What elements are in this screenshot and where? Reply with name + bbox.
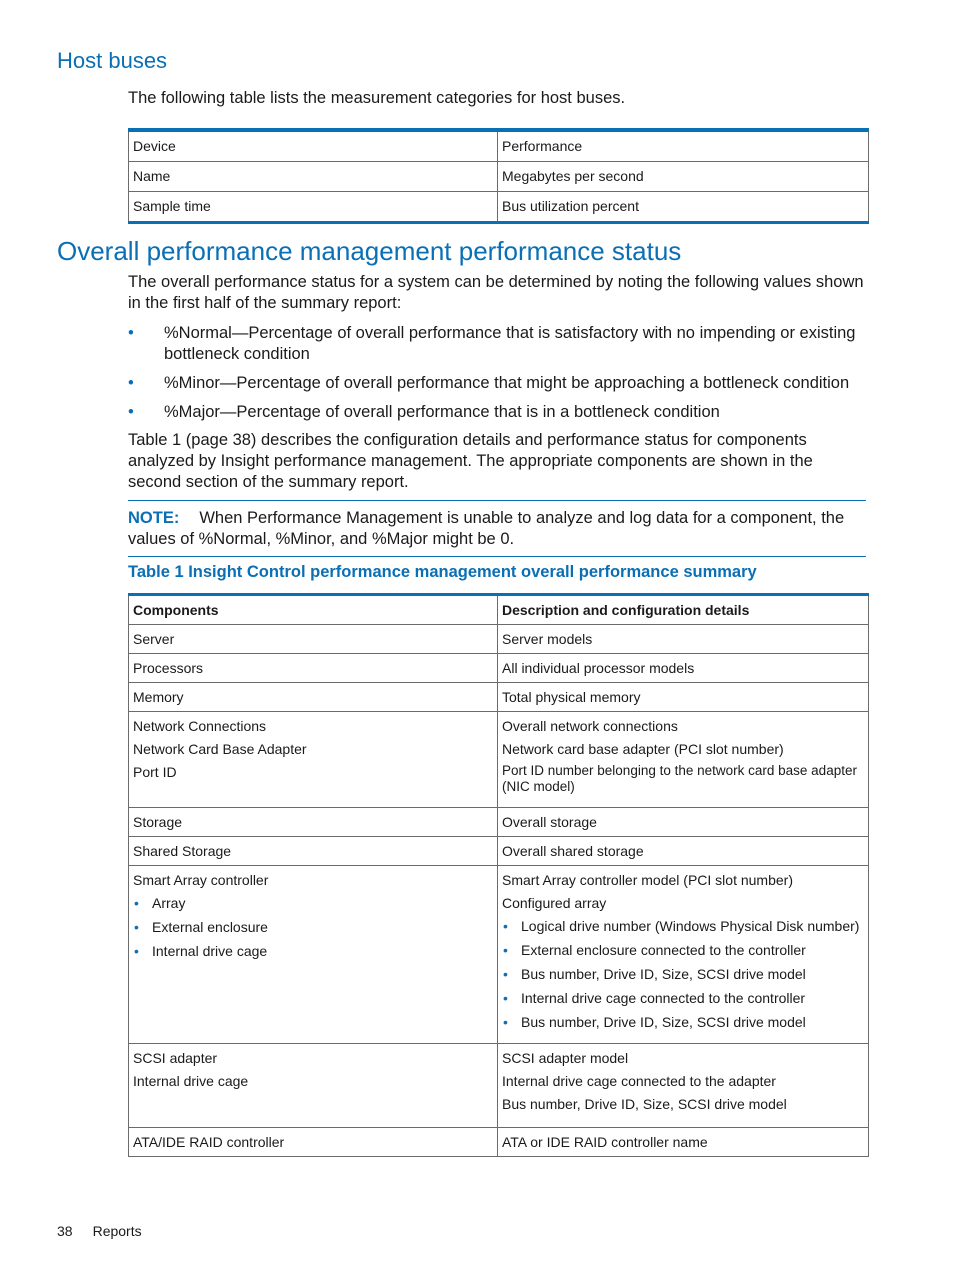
bullet-icon: • [503, 966, 508, 982]
table-cell [498, 866, 869, 1044]
cell-line: Internal drive cage connected to the adapter [502, 1073, 776, 1089]
table-row [129, 683, 869, 712]
cell-line: Smart Array controller [133, 872, 269, 888]
table-cell: Megabytes per second [498, 162, 869, 192]
table-cell: ATA or IDE RAID controller name [498, 1128, 869, 1157]
table-row [129, 712, 869, 808]
bullet-icon: • [128, 403, 134, 421]
cell-line: Network card base adapter (PCI slot number) [502, 741, 784, 757]
list-item [502, 917, 864, 935]
list-item [133, 918, 493, 936]
list-item-text: External enclosure connected to the controller [521, 942, 806, 958]
list-item [133, 894, 493, 912]
cell-line: Network Connections [133, 718, 267, 734]
table-row [129, 162, 869, 192]
table-caption: Table 1 Insight Control performance management overall performance summary [128, 563, 757, 581]
host-buses-table [128, 128, 869, 224]
status-bullet-list [128, 323, 868, 431]
host-buses-intro: The following table lists the measurement categories for host buses. [128, 89, 626, 107]
table-reference-paragraph: Table 1 (page 38) describes the configuration details and performance status for components analyzed by Insight performance management. The appropriate components are shown in the second section of the summary report. [128, 431, 813, 491]
table-cell: Sample time [129, 192, 498, 223]
list-item-text: Bus number, Drive ID, Size, SCSI drive model [521, 1014, 806, 1030]
list-item [502, 941, 864, 959]
bullet-icon: • [134, 919, 139, 935]
table-row [129, 808, 869, 837]
list-item-text: Array [152, 895, 186, 911]
bullet-icon: • [128, 374, 134, 392]
cell-line: Network Card Base Adapter [133, 741, 307, 757]
table-cell: Total physical memory [498, 683, 869, 712]
table-row [129, 130, 869, 162]
bullet-icon: • [503, 1014, 508, 1030]
bullet-icon: • [134, 895, 139, 911]
column-header: Description and configuration details [498, 595, 869, 625]
cell-line: Internal drive cage [133, 1073, 249, 1089]
note-box [128, 500, 866, 557]
list-item-text: %Normal—Percentage of overall performance that is satisfactory with no impending or existing bottleneck condition [164, 324, 856, 363]
table-cell: All individual processor models [498, 654, 869, 683]
list-item [502, 965, 864, 983]
list-item-text: Internal drive cage connected to the controller [521, 990, 806, 1006]
list-item-text: Logical drive number (Windows Physical Disk number) [521, 918, 860, 934]
table-cell: Memory [129, 683, 498, 712]
list-item [128, 402, 868, 423]
table-cell: Overall storage [498, 808, 869, 837]
table-cell [129, 712, 498, 808]
footer-section-title: Reports [92, 1223, 142, 1239]
list-item [128, 373, 868, 394]
table-row [129, 1044, 869, 1128]
host-buses-heading: Host buses [57, 48, 168, 73]
table-cell: Server models [498, 625, 869, 654]
list-item [133, 942, 493, 960]
table-row [129, 192, 869, 223]
table-header-row [129, 595, 869, 625]
cell-line: Port ID number belonging to the network card base adapter (NIC model) [502, 763, 857, 794]
cell-line: Smart Array controller model (PCI slot number) [502, 872, 793, 888]
bullet-icon: • [503, 942, 508, 958]
cell-line: SCSI adapter model [502, 1050, 629, 1066]
table-row [129, 1128, 869, 1157]
table-row [129, 654, 869, 683]
table-cell: Overall shared storage [498, 837, 869, 866]
table-cell: Storage [129, 808, 498, 837]
list-item-text: Internal drive cage [152, 943, 268, 959]
table-cell: ATA/IDE RAID controller [129, 1128, 498, 1157]
overall-performance-intro: The overall performance status for a system can be determined by noting the following values shown in the first half of the summary report: [128, 273, 864, 312]
page-footer [57, 1223, 162, 1239]
cell-line: Port ID [133, 764, 177, 780]
table-cell: Server [129, 625, 498, 654]
list-item-text: %Minor—Percentage of overall performance that might be approaching a bottleneck condition [164, 374, 850, 392]
table-cell [129, 866, 498, 1044]
list-item-text: External enclosure [152, 919, 268, 935]
performance-summary-table [128, 593, 869, 1157]
column-header: Components [129, 595, 498, 625]
table-cell: Shared Storage [129, 837, 498, 866]
cell-line: Configured array [502, 895, 607, 911]
bullet-icon: • [503, 990, 508, 1006]
table-cell: Name [129, 162, 498, 192]
note-label: NOTE: [128, 509, 180, 527]
table-row [129, 625, 869, 654]
cell-line: Overall network connections [502, 718, 678, 734]
list-item [502, 989, 864, 1007]
table-row [129, 837, 869, 866]
table-cell: Bus utilization percent [498, 192, 869, 223]
bullet-icon: • [128, 324, 134, 342]
list-item [502, 1013, 864, 1031]
table-cell: Performance [498, 130, 869, 162]
cell-bullet-list [133, 894, 493, 960]
cell-bullet-list [502, 917, 864, 1031]
table-cell: Processors [129, 654, 498, 683]
table-cell [129, 1044, 498, 1128]
note-text: When Performance Management is unable to analyze and log data for a component, the values of %Normal, %Minor, and %Major might be 0. [128, 509, 845, 548]
bullet-icon: • [503, 918, 508, 934]
list-item-text: Bus number, Drive ID, Size, SCSI drive model [521, 966, 806, 982]
cell-line: Bus number, Drive ID, Size, SCSI drive model [502, 1096, 787, 1112]
table-cell: Device [129, 130, 498, 162]
table-cell [498, 1044, 869, 1128]
list-item-text: %Major—Percentage of overall performance that is in a bottleneck condition [164, 403, 720, 421]
list-item [128, 323, 868, 365]
overall-performance-heading: Overall performance management performance status [57, 236, 682, 266]
table-row [129, 866, 869, 1044]
page-number: 38 [57, 1223, 73, 1239]
bullet-icon: • [134, 943, 139, 959]
cell-line: SCSI adapter [133, 1050, 218, 1066]
table-cell [498, 712, 869, 808]
